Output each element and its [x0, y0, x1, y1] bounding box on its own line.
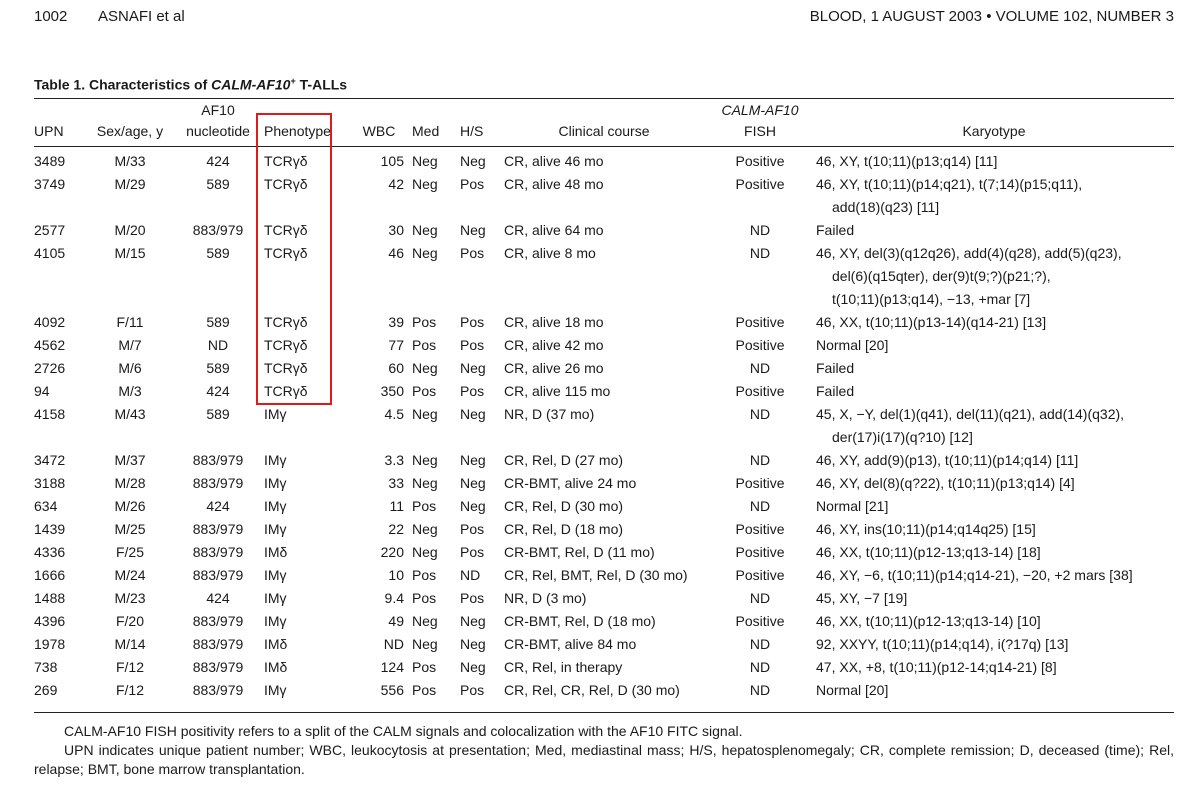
cell-sex-age: F/25 — [115, 544, 144, 560]
cell-hs: Neg — [460, 222, 486, 238]
cell-af10-nucleotide: 883/979 — [192, 521, 244, 537]
cell-phenotype: IMγ — [264, 452, 287, 468]
cell-phenotype: TCRγδ — [264, 222, 308, 238]
table-row — [30, 633, 1176, 656]
cell-sex-age: M/15 — [114, 245, 146, 261]
running-head-authors: ASNAFI et al — [98, 8, 185, 25]
cell-karyotype — [812, 518, 1176, 541]
cell-karyotype — [812, 219, 1176, 242]
cell-fish: Positive — [735, 544, 785, 560]
cell-sex-age: M/7 — [118, 337, 142, 353]
cell-phenotype: TCRγδ — [264, 383, 308, 399]
cell-phenotype: IMγ — [264, 498, 287, 514]
cell-med: Neg — [412, 452, 438, 468]
cell-upn: 2726 — [34, 360, 66, 376]
table-row — [30, 564, 1176, 587]
cell-clinical-course: CR, alive 8 mo — [504, 245, 596, 261]
cell-hs: Pos — [460, 590, 485, 606]
karyotype-line: Normal [20] — [816, 682, 889, 698]
cell-med: Pos — [412, 682, 437, 698]
cell-clinical-course: CR, Rel, in therapy — [504, 659, 623, 675]
cell-hs: Neg — [460, 498, 486, 514]
karyotype-line: add(18)(q23) [11] — [832, 199, 940, 215]
cell-med: Pos — [412, 659, 437, 675]
cell-clinical-course: CR, Rel, BMT, Rel, D (30 mo) — [504, 567, 688, 583]
karyotype-line: 46, XY, t(10;11)(p14;q21), t(7;14)(p15;q11), — [816, 176, 1083, 192]
karyotype-line: 46, XX, t(10;11)(p13-14)(q14-21) [13] — [816, 314, 1047, 330]
karyotype-line: 46, XX, t(10;11)(p12-13;q13-14) [18] — [816, 544, 1041, 560]
cell-af10-nucleotide: 883/979 — [192, 452, 244, 468]
cell-phenotype: TCRγδ — [264, 360, 308, 376]
cell-clinical-course: CR, alive 48 mo — [504, 176, 604, 192]
cell-clinical-course: CR, Rel, CR, Rel, D (30 mo) — [504, 682, 680, 698]
cell-fish: ND — [749, 245, 771, 261]
cell-clinical-course: CR, Rel, D (30 mo) — [504, 498, 624, 514]
cell-wbc: 77 — [388, 337, 404, 353]
cell-upn: 1978 — [34, 636, 66, 652]
cell-fish: ND — [749, 498, 771, 514]
cell-med: Pos — [412, 590, 437, 606]
footnote-fish: CALM-AF10 FISH positivity refers to a split of the CALM signals and colocalization with the AF10 FITC signal. — [64, 723, 743, 739]
cell-wbc: ND — [383, 636, 404, 652]
cell-clinical-course: NR, D (3 mo) — [504, 590, 587, 606]
cell-clinical-course: CR, alive 64 mo — [504, 222, 604, 238]
cell-clinical-course: CR, alive 42 mo — [504, 337, 604, 353]
col-header-fish: CALM-AF10 FISH — [721, 102, 799, 139]
cell-sex-age: M/24 — [114, 567, 146, 583]
table-row — [30, 472, 1176, 495]
cell-wbc: 350 — [380, 383, 404, 399]
cell-clinical-course: CR-BMT, Rel, D (11 mo) — [504, 544, 655, 560]
cell-wbc: 30 — [388, 222, 404, 238]
cell-fish: ND — [749, 682, 771, 698]
cell-upn: 3489 — [34, 153, 66, 169]
karyotype-line: Normal [21] — [816, 498, 889, 514]
cell-med: Pos — [412, 383, 437, 399]
karyotype-line: 47, XX, +8, t(10;11)(p12-14;q14-21) [8] — [816, 659, 1057, 675]
cell-med: Pos — [412, 337, 437, 353]
cell-fish: Positive — [735, 153, 785, 169]
cell-sex-age: M/23 — [114, 590, 146, 606]
cell-karyotype — [812, 679, 1176, 702]
cell-clinical-course: CR, alive 115 mo — [504, 383, 611, 399]
col-header-sex-age: Sex/age, y — [96, 123, 164, 139]
table-bottom-rule — [34, 712, 1174, 713]
cell-sex-age: F/12 — [115, 682, 144, 698]
cell-phenotype: IMγ — [264, 521, 287, 537]
cell-hs: Neg — [460, 475, 486, 491]
karyotype-line: 45, X, −Y, del(1)(q41), del(11)(q21), add(14)(q32), — [816, 406, 1125, 422]
cell-hs: Pos — [460, 337, 485, 353]
cell-sex-age: F/11 — [116, 314, 144, 330]
cell-upn: 1666 — [34, 567, 66, 583]
page-number: 1002 — [34, 8, 68, 25]
table-header-row — [30, 100, 1176, 144]
col-header-clinical-course: Clinical course — [558, 123, 650, 139]
cell-af10-nucleotide: 589 — [206, 176, 230, 192]
cell-wbc: 22 — [388, 521, 404, 537]
table-row — [30, 357, 1176, 380]
cell-hs: Pos — [460, 314, 485, 330]
cell-karyotype — [812, 242, 1176, 311]
cell-fish: Positive — [735, 475, 785, 491]
cell-clinical-course: CR, alive 26 mo — [504, 360, 604, 376]
cell-fish: ND — [749, 360, 771, 376]
cell-karyotype — [812, 633, 1176, 656]
karyotype-line: Failed — [816, 222, 855, 238]
table-title — [34, 76, 347, 93]
col-header-hs: H/S — [460, 123, 484, 139]
cell-wbc: 11 — [389, 498, 404, 514]
cell-phenotype: IMγ — [264, 406, 287, 422]
col-header-upn: UPN — [34, 123, 64, 139]
cell-fish: Positive — [735, 567, 785, 583]
col-header-med: Med — [412, 123, 440, 139]
table-row — [30, 242, 1176, 311]
cell-sex-age: M/3 — [118, 383, 142, 399]
cell-fish: ND — [749, 659, 771, 675]
cell-af10-nucleotide: 883/979 — [192, 475, 244, 491]
cell-karyotype — [812, 449, 1176, 472]
cell-karyotype — [812, 541, 1176, 564]
table-title-sup: + — [290, 76, 296, 86]
karyotype-line: 46, XY, del(8)(q?22), t(10;11)(p13;q14) [4] — [816, 475, 1075, 491]
cell-fish: Positive — [735, 521, 785, 537]
cell-med: Neg — [412, 245, 438, 261]
cell-clinical-course: NR, D (37 mo) — [504, 406, 595, 422]
cell-hs: Neg — [460, 153, 486, 169]
cell-upn: 94 — [34, 383, 50, 399]
cell-phenotype: TCRγδ — [264, 245, 308, 261]
table-row — [30, 587, 1176, 610]
karyotype-line: del(6)(q15qter), der(9)t(9;?)(p21;?), — [832, 268, 1051, 284]
table-top-rule — [34, 98, 1174, 99]
cell-hs: Neg — [460, 636, 486, 652]
col-header-karyotype: Karyotype — [962, 123, 1026, 139]
cell-med: Neg — [412, 406, 438, 422]
karyotype-line: der(17)i(17)(q?10) [12] — [832, 429, 973, 445]
cell-wbc: 556 — [380, 682, 404, 698]
cell-sex-age: M/29 — [114, 176, 146, 192]
karyotype-line: 46, XX, t(10;11)(p12-13;q13-14) [10] — [816, 613, 1041, 629]
cell-af10-nucleotide: 883/979 — [192, 659, 244, 675]
cell-sex-age: M/20 — [114, 222, 146, 238]
table-row — [30, 334, 1176, 357]
col-header-wbc: WBC — [362, 123, 396, 139]
table-title-gene: CALM-AF10 — [211, 76, 291, 93]
cell-med: Neg — [412, 613, 438, 629]
cell-fish: Positive — [735, 613, 785, 629]
cell-wbc: 220 — [380, 544, 404, 560]
cell-phenotype: TCRγδ — [264, 153, 308, 169]
table-row — [30, 541, 1176, 564]
cell-med: Neg — [412, 521, 438, 537]
cell-upn: 738 — [34, 659, 58, 675]
karyotype-line: 45, XY, −7 [19] — [816, 590, 908, 606]
cell-clinical-course: CR, Rel, D (27 mo) — [504, 452, 624, 468]
cell-hs: Neg — [460, 452, 486, 468]
cell-af10-nucleotide: 589 — [206, 245, 230, 261]
cell-fish: Positive — [735, 314, 785, 330]
cell-clinical-course: CR-BMT, alive 24 mo — [504, 475, 637, 491]
cell-af10-nucleotide: 883/979 — [192, 222, 244, 238]
cell-med: Neg — [412, 176, 438, 192]
table-row — [30, 173, 1176, 219]
cell-sex-age: M/28 — [114, 475, 146, 491]
cell-karyotype — [812, 610, 1176, 633]
cell-af10-nucleotide: 589 — [206, 314, 230, 330]
table-row — [30, 219, 1176, 242]
cell-phenotype: IMδ — [264, 544, 288, 560]
cell-sex-age: M/14 — [114, 636, 146, 652]
cell-karyotype — [812, 380, 1176, 403]
cell-upn: 4562 — [34, 337, 66, 353]
cell-phenotype: IMγ — [264, 590, 287, 606]
cell-sex-age: F/12 — [115, 659, 144, 675]
cell-af10-nucleotide: 424 — [206, 590, 230, 606]
cell-wbc: 124 — [380, 659, 404, 675]
cell-wbc: 46 — [388, 245, 404, 261]
cell-karyotype — [812, 472, 1176, 495]
cell-wbc: 4.5 — [384, 406, 404, 422]
cell-clinical-course: CR, Rel, D (18 mo) — [504, 521, 624, 537]
cell-fish: ND — [749, 590, 771, 606]
karyotype-line: 46, XY, add(9)(p13), t(10;11)(p14;q14) [11] — [816, 452, 1079, 468]
cell-phenotype: IMγ — [264, 613, 287, 629]
cell-sex-age: M/25 — [114, 521, 146, 537]
karyotype-line: 46, XY, −6, t(10;11)(p14;q14-21), −20, +2 mars [38] — [816, 567, 1133, 583]
cell-hs: Pos — [460, 521, 485, 537]
karyotype-line: 46, XY, ins(10;11)(p14;q14q25) [15] — [816, 521, 1036, 537]
cell-karyotype — [812, 656, 1176, 679]
cell-karyotype — [812, 173, 1176, 219]
cell-wbc: 42 — [388, 176, 404, 192]
cell-fish: Positive — [735, 383, 785, 399]
cell-af10-nucleotide: 883/979 — [192, 613, 244, 629]
table-row — [30, 449, 1176, 472]
cell-af10-nucleotide: 883/979 — [192, 682, 244, 698]
cell-karyotype — [812, 495, 1176, 518]
cell-af10-nucleotide: 883/979 — [192, 544, 244, 560]
karyotype-line: t(10;11)(p13;q14), −13, +mar [7] — [832, 291, 1031, 307]
cell-fish: ND — [749, 222, 771, 238]
table-row — [30, 495, 1176, 518]
cell-karyotype — [812, 403, 1176, 449]
table-title-suffix: T-ALLs — [295, 76, 348, 93]
cell-wbc: 33 — [388, 475, 404, 491]
cell-hs: Pos — [460, 245, 485, 261]
table-row — [30, 380, 1176, 403]
cell-af10-nucleotide: 424 — [206, 498, 230, 514]
footnote-abbreviations: UPN indicates unique patient number; WBC, leukocytosis at presentation; Med, mediastinal mass; H/S, hepatosplenomegaly; CR, complete remission; D, deceased (time); Rel, relapse; BMT, bone marrow transplantation. — [34, 742, 1174, 777]
cell-clinical-course: CR, alive 46 mo — [504, 153, 604, 169]
karyotype-line: 46, XY, t(10;11)(p13;q14) [11] — [816, 153, 998, 169]
cell-upn: 4105 — [34, 245, 66, 261]
col-header-phenotype: Phenotype — [264, 123, 331, 139]
cell-karyotype — [812, 357, 1176, 380]
cell-wbc: 39 — [388, 314, 404, 330]
cell-clinical-course: CR, alive 18 mo — [504, 314, 604, 330]
cell-hs: Neg — [460, 360, 486, 376]
cell-af10-nucleotide: 883/979 — [192, 567, 244, 583]
cell-med: Pos — [412, 498, 437, 514]
cell-hs: Neg — [460, 406, 486, 422]
cell-sex-age: M/33 — [114, 153, 146, 169]
cell-karyotype — [812, 334, 1176, 357]
cell-wbc: 49 — [388, 613, 404, 629]
cell-med: Neg — [412, 636, 438, 652]
cell-wbc: 105 — [380, 153, 404, 169]
cell-af10-nucleotide: 589 — [206, 360, 230, 376]
cell-clinical-course: CR-BMT, alive 84 mo — [504, 636, 637, 652]
table-title-prefix: Table 1. Characteristics of — [34, 76, 212, 93]
cell-med: Neg — [412, 222, 438, 238]
cell-hs: Pos — [460, 682, 485, 698]
cell-upn: 2577 — [34, 222, 66, 238]
cell-fish: ND — [749, 452, 771, 468]
cell-phenotype: IMδ — [264, 636, 288, 652]
cell-fish: ND — [749, 636, 771, 652]
cell-upn: 1488 — [34, 590, 66, 606]
col-header-af10: AF10 nucleotide — [186, 102, 250, 139]
cell-med: Neg — [412, 153, 438, 169]
cell-upn: 634 — [34, 498, 58, 514]
table-row — [30, 518, 1176, 541]
cell-med: Neg — [412, 544, 438, 560]
cell-upn: 4396 — [34, 613, 66, 629]
cell-af10-nucleotide: 424 — [206, 383, 230, 399]
cell-karyotype — [812, 564, 1176, 587]
table-row — [30, 656, 1176, 679]
cell-hs: Pos — [460, 176, 485, 192]
table-row — [30, 610, 1176, 633]
cell-phenotype: TCRγδ — [264, 337, 308, 353]
table-footnotes — [34, 722, 1174, 779]
table-body — [30, 144, 1176, 702]
cell-karyotype — [812, 144, 1176, 173]
karyotype-line: Normal [20] — [816, 337, 889, 353]
cell-clinical-course: CR-BMT, Rel, D (18 mo) — [504, 613, 656, 629]
cell-upn: 1439 — [34, 521, 66, 537]
cell-upn: 4158 — [34, 406, 66, 422]
cell-upn: 3472 — [34, 452, 66, 468]
cell-fish: ND — [749, 406, 771, 422]
cell-phenotype: IMγ — [264, 475, 287, 491]
karyotype-line: Failed — [816, 360, 855, 376]
cell-hs: ND — [460, 567, 481, 583]
table-row — [30, 679, 1176, 702]
cell-med: Neg — [412, 360, 438, 376]
running-head-journal: BLOOD, 1 AUGUST 2003 • VOLUME 102, NUMBER 3 — [809, 8, 1174, 25]
cell-med: Pos — [412, 314, 437, 330]
cell-wbc: 60 — [388, 360, 404, 376]
cell-med: Pos — [412, 567, 437, 583]
karyotype-line: 46, XY, del(3)(q12q26), add(4)(q28), add(5)(q23), — [816, 245, 1122, 261]
cell-sex-age: M/43 — [114, 406, 146, 422]
cell-af10-nucleotide: 424 — [206, 153, 230, 169]
cell-phenotype: TCRγδ — [264, 314, 308, 330]
cell-upn: 269 — [34, 682, 58, 698]
cell-sex-age: F/20 — [115, 613, 144, 629]
cell-karyotype — [812, 587, 1176, 610]
cell-phenotype: IMγ — [264, 567, 287, 583]
cell-af10-nucleotide: 883/979 — [192, 636, 244, 652]
table-row — [30, 311, 1176, 334]
cell-hs: Pos — [460, 544, 485, 560]
characteristics-table — [30, 100, 1176, 702]
cell-upn: 4336 — [34, 544, 66, 560]
cell-sex-age: M/26 — [114, 498, 146, 514]
cell-phenotype: TCRγδ — [264, 176, 308, 192]
karyotype-line: Failed — [816, 383, 855, 399]
table-row — [30, 144, 1176, 173]
cell-hs: Neg — [460, 613, 486, 629]
cell-phenotype: IMδ — [264, 659, 288, 675]
cell-upn: 3749 — [34, 176, 66, 192]
table-row — [30, 403, 1176, 449]
cell-sex-age: M/6 — [118, 360, 142, 376]
cell-hs: Neg — [460, 659, 486, 675]
cell-hs: Pos — [460, 383, 485, 399]
cell-upn: 3188 — [34, 475, 66, 491]
cell-med: Neg — [412, 475, 438, 491]
cell-sex-age: M/37 — [114, 452, 146, 468]
cell-upn: 4092 — [34, 314, 66, 330]
cell-karyotype — [812, 311, 1176, 334]
cell-af10-nucleotide: ND — [207, 337, 229, 353]
cell-fish: Positive — [735, 337, 785, 353]
running-head — [34, 8, 1174, 28]
cell-phenotype: IMγ — [264, 682, 287, 698]
cell-wbc: 9.4 — [384, 590, 404, 606]
karyotype-line: 92, XXYY, t(10;11)(p14;q14), i(?17q) [13] — [816, 636, 1069, 652]
cell-wbc: 10 — [388, 567, 404, 583]
cell-wbc: 3.3 — [384, 452, 404, 468]
cell-af10-nucleotide: 589 — [206, 406, 230, 422]
cell-fish: Positive — [735, 176, 785, 192]
